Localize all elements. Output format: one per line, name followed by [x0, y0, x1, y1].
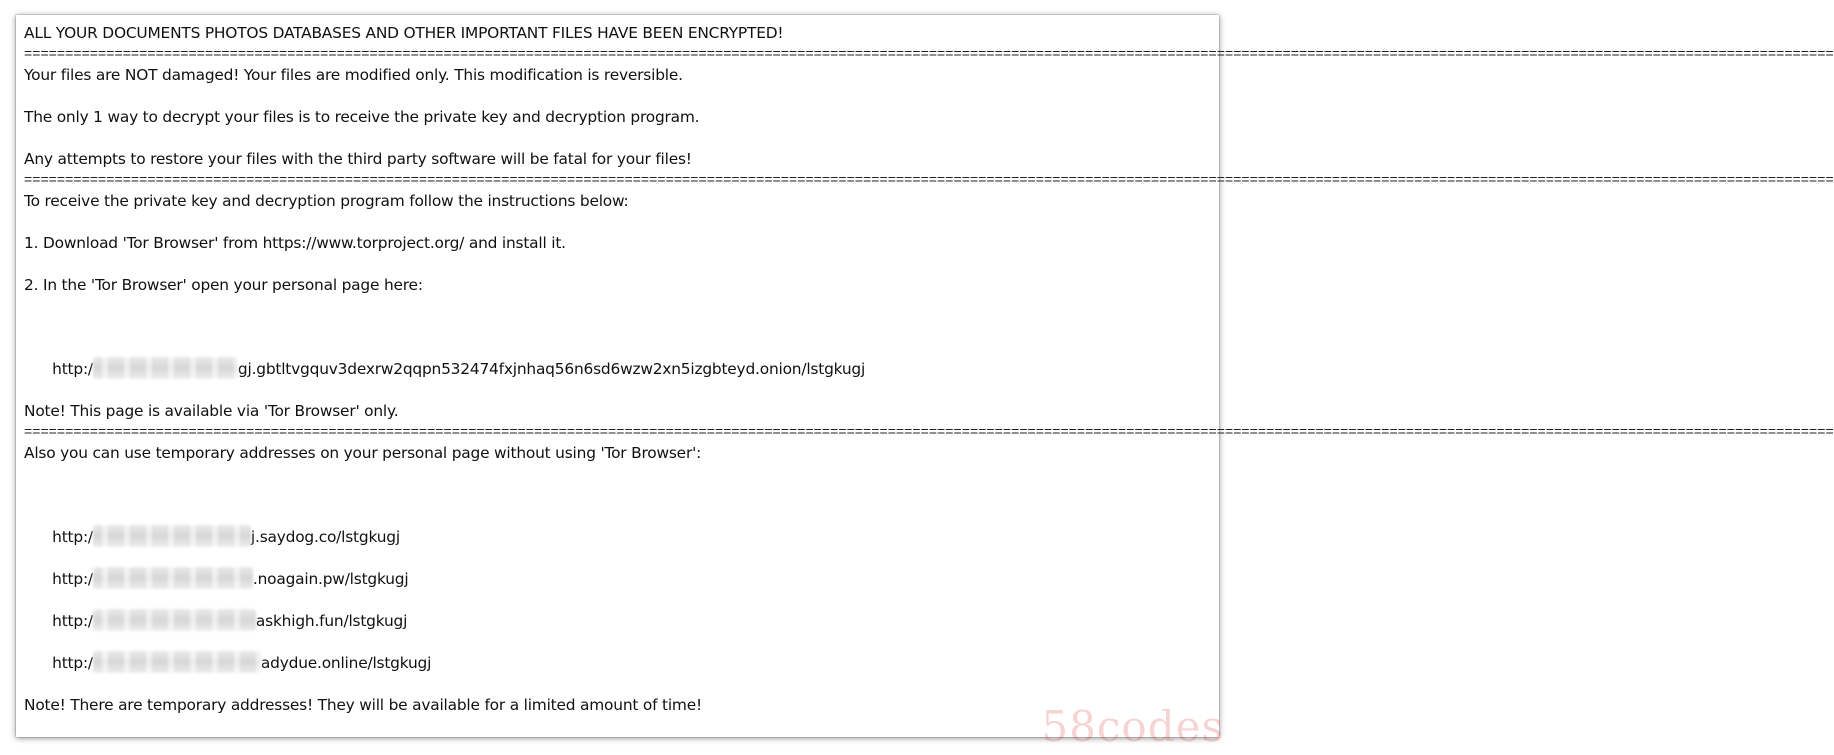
instruction-step-2: 2. In the 'Tor Browser' open your personal page here:	[24, 276, 423, 294]
separator-line: ============================================================================================================================================================================================================================	[24, 423, 1834, 439]
note-line-temporary: Also you can use temporary addresses on your personal page without using 'Tor Browser':	[24, 444, 702, 462]
redacted-blur	[93, 357, 238, 379]
onion-link	[24, 338, 865, 401]
note-line-attempts: Any attempts to restore your files with the third party software will be fatal for your files!	[24, 150, 692, 168]
temp-link-suffix: j.saydog.co/lstgkugj	[250, 528, 400, 546]
redacted-blur	[93, 609, 256, 631]
temp-link	[24, 632, 431, 695]
temp-link-suffix: askhigh.fun/lstgkugj	[255, 612, 408, 630]
ransom-note-window	[16, 15, 1834, 737]
note-header: ALL YOUR DOCUMENTS PHOTOS DATABASES AND OTHER IMPORTANT FILES HAVE BEEN ENCRYPTED!	[24, 24, 784, 42]
note-line-not-damaged: Your files are NOT damaged! Your files are modified only. This modification is reversible.	[24, 66, 683, 84]
temp-link-suffix: adydue.online/lstgkugj	[260, 654, 432, 672]
redacted-blur	[93, 525, 251, 547]
note-line-only-way: The only 1 way to decrypt your files is to receive the private key and decryption program.	[24, 108, 700, 126]
separator-line: ============================================================================================================================================================================================================================	[24, 45, 1834, 61]
temp-link-prefix: http:/	[52, 528, 93, 546]
onion-link-prefix: http:/	[52, 360, 93, 378]
redacted-blur	[93, 651, 261, 673]
temp-link-suffix: .noagain.pw/lstgkugj	[252, 570, 409, 588]
note-temporary-warning: Note! There are temporary addresses! They will be available for a limited amount of time!	[24, 696, 702, 714]
redacted-blur	[93, 567, 253, 589]
temp-link-prefix: http:/	[52, 654, 93, 672]
temp-link-prefix: http:/	[52, 570, 93, 588]
instruction-step-1: 1. Download 'Tor Browser' from https://www.torproject.org/ and install it.	[24, 234, 566, 252]
note-tor-only: Note! This page is available via 'Tor Browser' only.	[24, 402, 399, 420]
note-line-instructions: To receive the private key and decryption program follow the instructions below:	[24, 192, 629, 210]
separator-line: ============================================================================================================================================================================================================================	[24, 171, 1834, 187]
temp-link-prefix: http:/	[52, 612, 93, 630]
watermark: 58codes	[1041, 702, 1224, 751]
onion-link-suffix: gj.gbtltvgquv3dexrw2qqpn532474fxjnhaq56n6sd6wzw2xn5izgbteyd.onion/lstgkugj	[237, 360, 866, 378]
